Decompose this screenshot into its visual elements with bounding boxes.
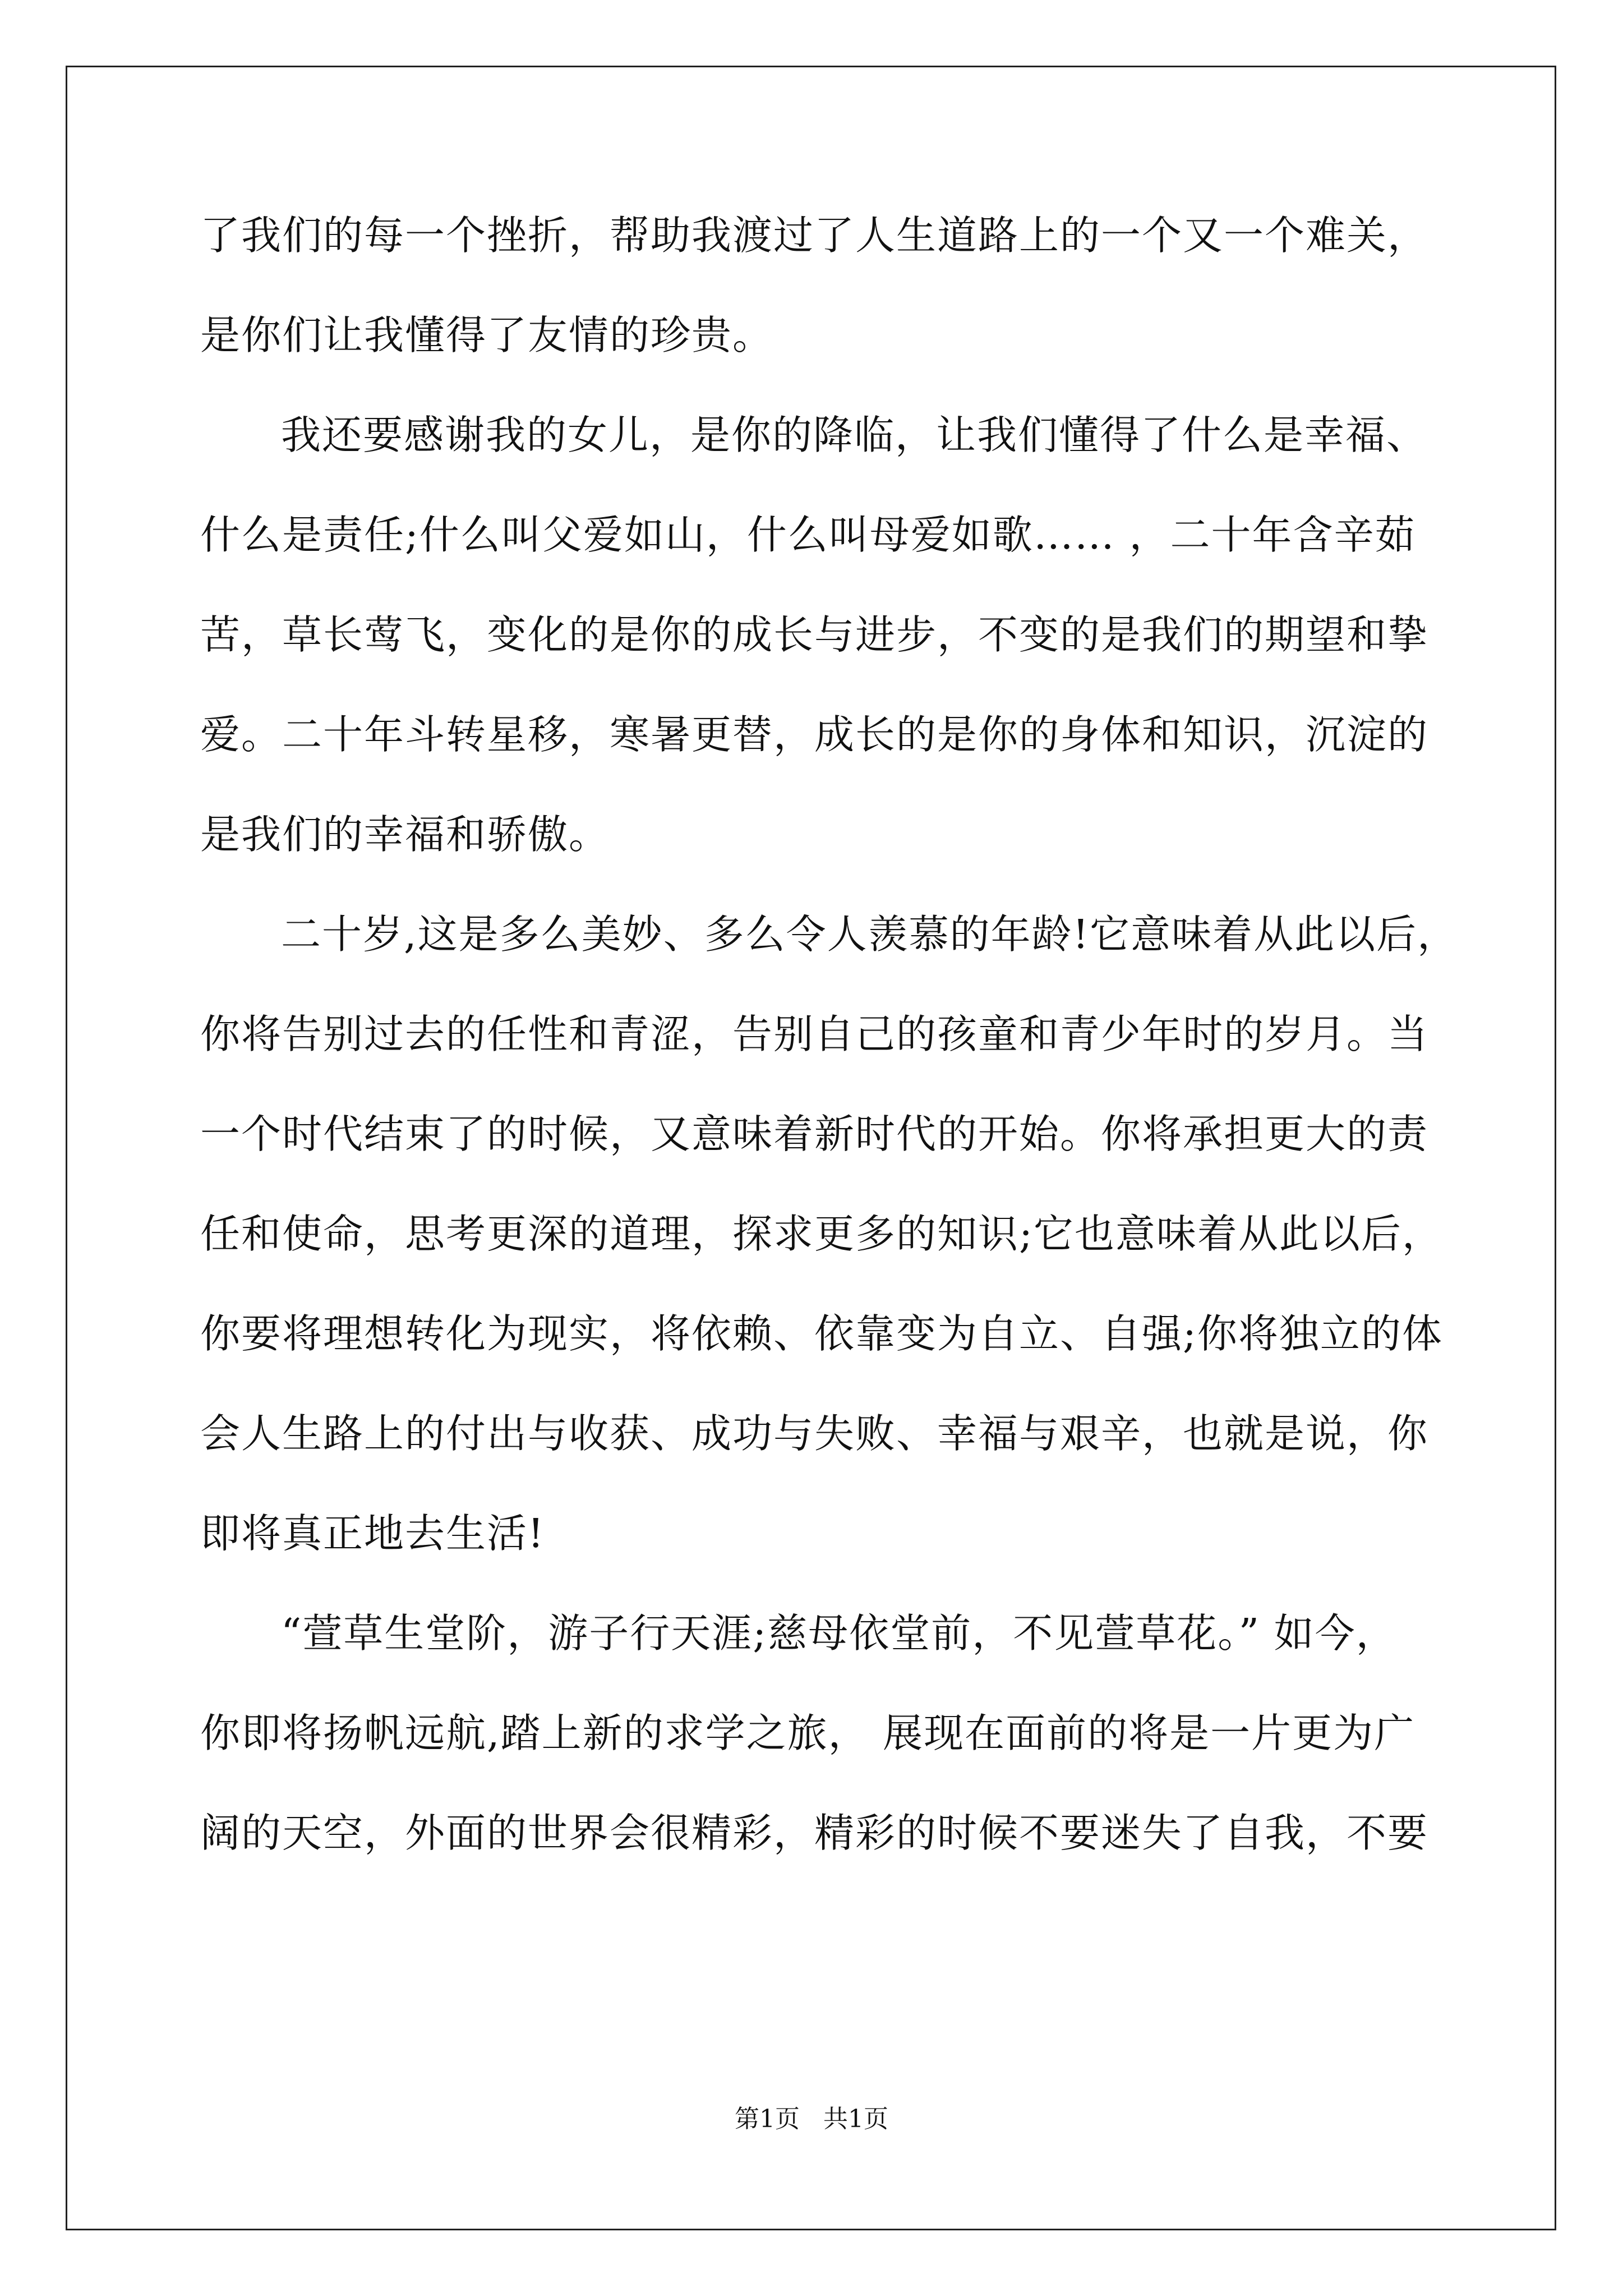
text-line: 任和使命，思考更深的道理，探求更多的知识;它也意味着从此以后， bbox=[200, 1211, 1443, 1257]
text-line: 一个时代结束了的时候，又意味着新时代的开始。你将承担更大的责 bbox=[200, 1111, 1429, 1157]
text-line: 爱。二十年斗转星移，寒暑更替，成长的是你的身体和知识，沉淀的 bbox=[200, 711, 1429, 758]
text-line: 会人生路上的付出与收获、成功与失败、幸福与艰辛，也就是说，你 bbox=[200, 1410, 1429, 1457]
paragraph-start-line: 我还要感谢我的女儿，是你的降临，让我们懂得了什么是幸福、 bbox=[281, 412, 1428, 458]
text-line: 你即将扬帆远航,踏上新的求学之旅， 展现在面前的将是一片更为广 bbox=[200, 1710, 1415, 1756]
text-line: 什么是责任;什么叫父爱如山，什么叫母爱如歌…… ，二十年含辛茹 bbox=[200, 512, 1416, 558]
paragraph-start-line: “萱草生堂阶，游子行天涯;慈母依堂前，不见萱草花。” 如今， bbox=[281, 1610, 1397, 1657]
text-line: 即将真正地去生活! bbox=[200, 1510, 545, 1557]
text-line: 你要将理想转化为现实，将依赖、依靠变为自立、自强;你将独立的体 bbox=[200, 1310, 1443, 1357]
document-body bbox=[200, 208, 1459, 1905]
text-line: 阔的天空，外面的世界会很精彩，精彩的时候不要迷失了自我，不要 bbox=[200, 1810, 1429, 1856]
text-line: 苦，草长莺飞，变化的是你的成长与进步，不变的是我们的期望和挚 bbox=[200, 611, 1429, 658]
paragraph-start-line: 二十岁,这是多么美妙、多么令人羡慕的年龄!它意味着从此以后， bbox=[281, 911, 1459, 958]
text-line: 是我们的幸福和骄傲。 bbox=[200, 811, 610, 858]
text-line: 是你们让我懂得了友情的珍贵。 bbox=[200, 312, 774, 358]
text-line: 了我们的每一个挫折，帮助我渡过了人生道路上的一个又一个难关， bbox=[200, 212, 1429, 259]
page-number-footer: 第1页 共1页 bbox=[735, 2105, 888, 2133]
text-line: 你将告别过去的任性和青涩，告别自己的孩童和青少年时的岁月。当 bbox=[200, 1011, 1429, 1057]
